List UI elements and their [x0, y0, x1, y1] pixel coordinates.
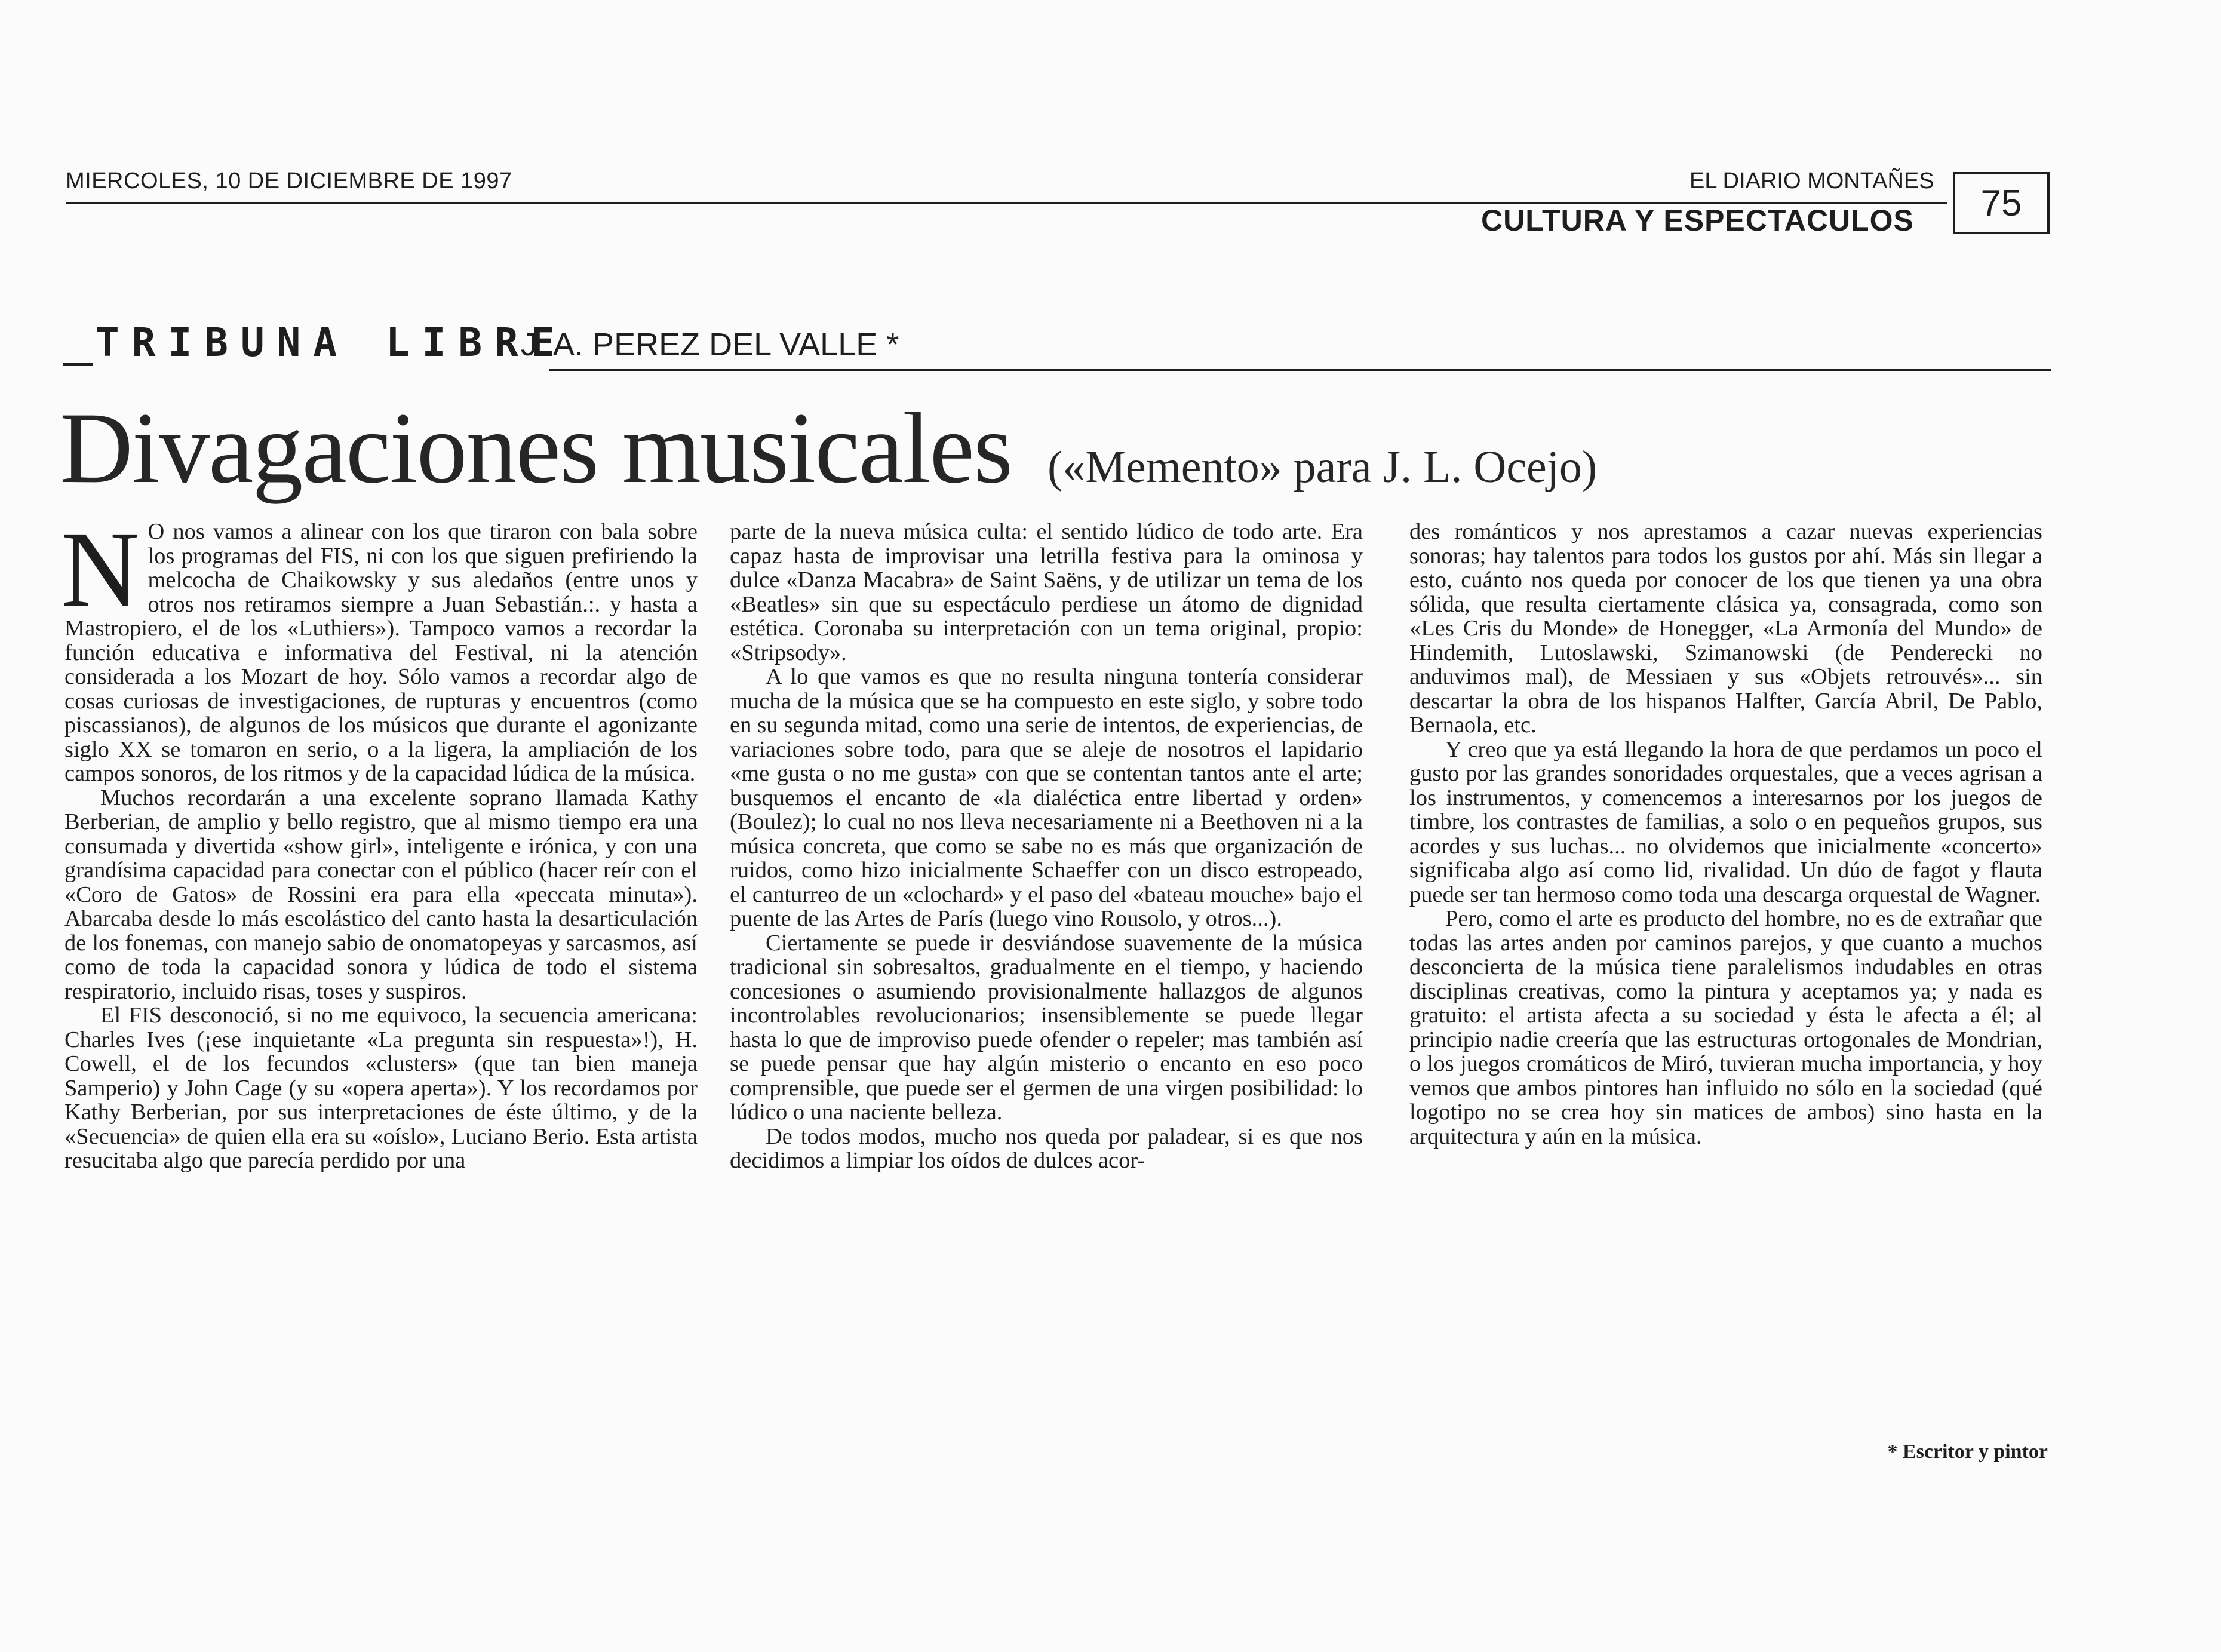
paragraph: Muchos recordarán a una excelente soprano llamada Kathy Berberian, de amplio y bello registro, que al mismo tiempo era una consumada y divertida «show girl», inteligente e irónica, y con una grandísima capacidad para conectar con el público (hacer reír con el «Coro de Gatos» de Rossini era para ella «peccata minuta»). Abarcaba desde lo más escolástico del canto hasta la desarticulación de los fonemas, con manejo sabio de onomatopeyas y sarcasmos, así como de toda la capacidad sonora y lúdica de todo el sistema respiratorio, incluido risas, toses y suspiros. [64, 785, 698, 1004]
kicker-label: TRIBUNA LIBRE [96, 320, 567, 366]
paragraph: Ciertamente se puede ir desviándose suavemente de la música tradicional sin sobresaltos, gradualmente en el tiempo, y haciendo concesiones o asumiendo provisionalmente hallazgos de algunos incontrolables revolucionarios; insensiblemente se puede llegar hasta lo que de improviso puede ofender o repeler; mas también así se puede pensar que hay algún misterio o encanto en eso poco comprensible, que puede ser el germen de una virgen posibilidad: lo lúdico o una naciente belleza. [730, 930, 1363, 1125]
kicker-dash [63, 363, 93, 366]
issue-date: MIERCOLES, 10 DE DICIEMBRE DE 1997 [66, 168, 512, 194]
drop-cap: N [61, 509, 140, 630]
page-number: 75 [1953, 172, 2050, 234]
author-footnote: * Escritor y pintor [1887, 1441, 2048, 1463]
author-byline: J. A. PEREZ DEL VALLE * [521, 327, 899, 363]
article-column-3 [1409, 520, 2042, 1149]
paragraph: El FIS desconoció, si no me equivoco, la secuencia americana: Charles Ives (¡ese inquietante «La pregunta sin respuesta»!), H. Cowell, el de los fecundos «clusters» (que tan bien maneja Samperio) y John Cage (y su «opera aperta»). Y los recordamos por Kathy Berberian, por sus interpretaciones de éste último, y de la «Secuencia» de quien ella era su «oíslo», Luciano Berio. Esta artista resucitaba algo que parecía perdido por una [64, 1003, 698, 1173]
article-column-1 [61, 509, 698, 1173]
paragraph-text: O nos vamos a alinear con los que tiraron con bala sobre los programas del FIS, ni con los que siguen prefiriendo la melcocha de Chaikowsky y sus aledaños (entre unos y otros nos retiramos siempre a Juan Sebastián.:. y hasta a Mastropiero, el de los «Luthiers»). Tampoco vamos a recordar la función educativa e informativa del Festival, ni la atención considerada a los Mozart de hoy. Sólo vamos a recordar algo de cosas curiosas de investigaciones, de rupturas y encuentros (como piscassianos), de algunos de los músicos que durante el agonizante siglo XX se tomaron en serio, o a la ligera, la ampliación de los campos sonoros, de los ritmos y de la capacidad lúdica de la música. [64, 519, 698, 786]
paragraph [61, 509, 698, 786]
headline-subtitle: («Memento» para J. L. Ocejo) [1047, 442, 1598, 492]
paragraph: De todos modos, mucho nos queda por paladear, si es que nos decidimos a limpiar los oídos de dulces acor- [730, 1123, 1363, 1173]
paragraph: parte de la nueva música culta: el sentido lúdico de todo arte. Era capaz hasta de improvisar una letrilla festiva para la ominosa y dulce «Danza Macabra» de Saint Saëns, y de utilizar un tema de los «Beatles» sin que su espectáculo perdiese un átomo de dignidad estética. Coronaba su interpretación con un tema original, propio: «Stripsody». [730, 519, 1363, 665]
paragraph: des románticos y nos aprestamos a cazar nuevas experiencias sonoras; hay talentos para todos los gustos por ahí. Más sin llegar a esto, cuánto nos queda por conocer de los que tienen ya una obra sólida, que resulta ciertamente clásica ya, consagrada, como son «Les Cris du Monde» de Honegger, «La Armonía del Mundo» de Hindemith, Lutoslawski, Szimanowski (de Penderecki no anduvimos mal), de Messiaen y sus «Objets retrouvés»... sin descartar la obra de los hispanos Halfter, García Abril, De Pablo, Bernaola, etc. [1409, 519, 2042, 738]
newspaper-name: EL DIARIO MONTAÑES [1689, 168, 1934, 194]
section-name: CULTURA Y ESPECTACULOS [1481, 204, 1914, 237]
paragraph: Pero, como el arte es producto del hombre, no es de extrañar que todas las artes anden por caminos parejos, y que cuanto a muchos desconcierta de la música tiene paralelismos indudables en otras disciplinas creativas, como la pintura y aceptamos ya; y nada es gratuito: el artista afecta a su sociedad y ésta le afecta a él; al principio nadie creería que las estructuras ortogonales de Mondrian, o los juegos cromáticos de Miró, tuvieran mucha importancia, y hoy vemos que ambos pintores han influido no sólo en la sociedad (qué logotipo no se crea hoy sin matices de ambos) sino hasta en la arquitectura y aún en la música. [1409, 906, 2042, 1149]
article-headline [60, 388, 1597, 527]
paragraph: Y creo que ya está llegando la hora de que perdamos un poco el gusto por las grandes sonoridades orquestales, que a veces agrisan a los instrumentos, y comencemos a interesarnos por los juegos de timbre, los contrastes de familias, a solo o en pequeños grupos, sus acordes y sus luchas... no olvidemos que inicialmente «concerto» significaba algo así como lid, rivalidad. Un dúo de fagot y flauta puede ser tan hermoso como toda una descarga orquestal de Wagner. [1409, 736, 2042, 907]
article-column-2 [730, 520, 1363, 1173]
paragraph: A lo que vamos es que no resulta ninguna tontería considerar mucha de la música que se ha compuesto en este siglo, y sobre todo en su segunda mitad, como una serie de intentos, de experiencias, de variaciones sobre todo, para que se aleje de nosotros el lapidario «me gusta o no me gusta» con que se contentan tantos ante el arte; busquemos el encanto de «la dialéctica entre libertad y orden» (Boulez); lo cual no nos lleva necesariamente ni a Beethoven ni a la música concreta, que como se sabe no es más que organización de ruidos, como hizo inicialmente Schaeffer con un disco estropeado, el canturreo de un «clochard» y el paso del «bateau mouche» bajo el puente de las Artes de París (luego vino Rousolo, y otros...). [730, 664, 1363, 931]
kicker-rule [549, 369, 2051, 371]
headline-title: Divagaciones musicales [60, 392, 1012, 504]
